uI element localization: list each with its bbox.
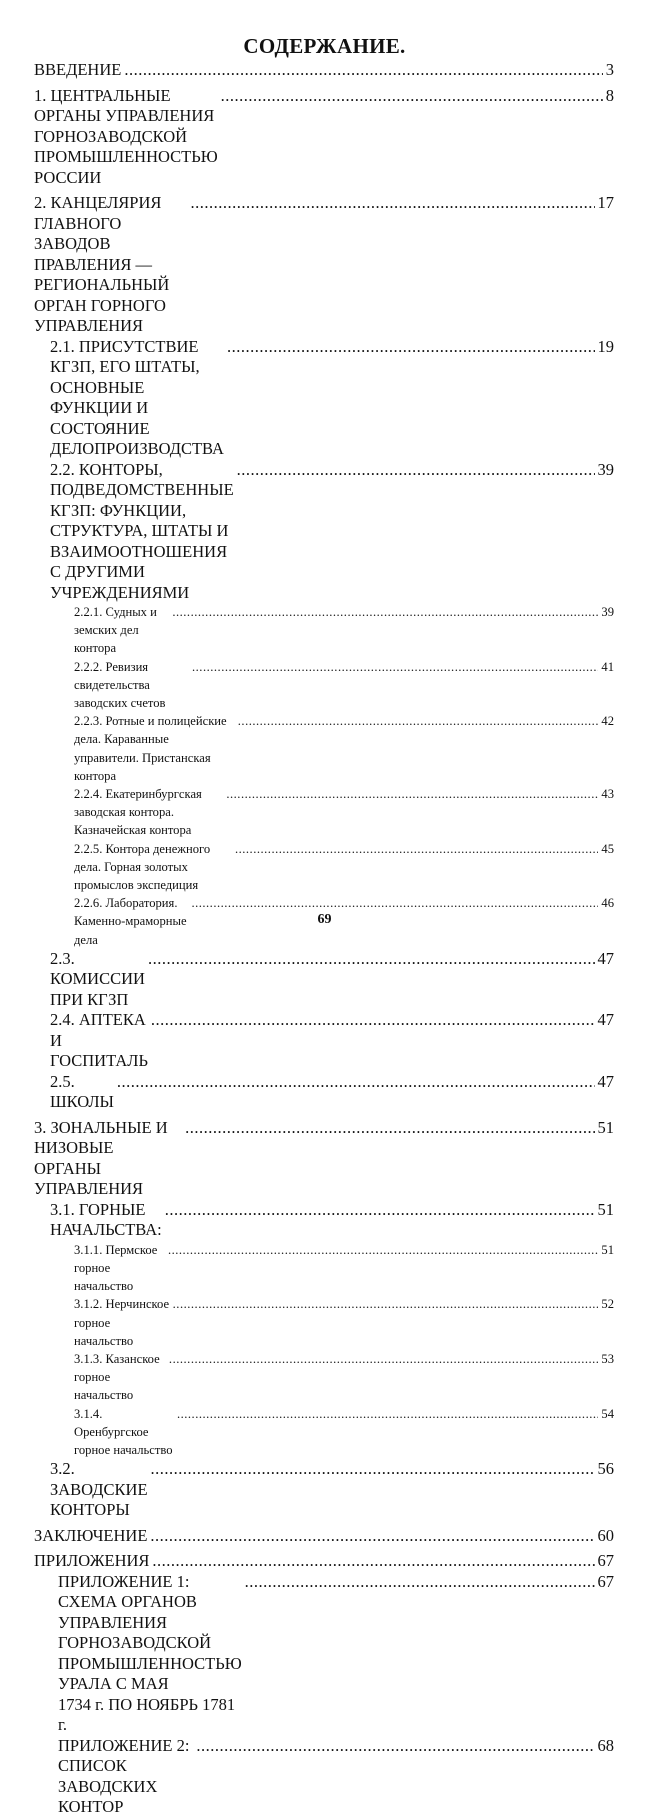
toc-entry-page: 51	[601, 1242, 614, 1257]
toc-entry-text: 2.2.1. Судных и земских дел контора	[74, 605, 157, 656]
toc-entry-3-1-2[interactable]	[34, 1295, 614, 1350]
toc-entry-text: 3.1.4. Оренбургское горное начальство	[74, 1406, 173, 1458]
leader-dots	[235, 840, 598, 858]
toc-entry-2-2-5[interactable]	[34, 840, 614, 895]
toc-entry-text: ПРИЛОЖЕНИЯ	[34, 1551, 150, 1571]
toc-title: СОДЕРЖАНИЕ.	[243, 34, 406, 58]
toc-entry-text: ВВЕДЕНИЕ	[34, 60, 122, 79]
toc-entry-conclusion[interactable]	[34, 1526, 614, 1547]
toc-entry-2-2-1[interactable]	[34, 603, 614, 658]
toc-entry-page: 60	[597, 1525, 614, 1545]
leader-dots	[150, 1526, 594, 1547]
toc-entry-2-5[interactable]	[34, 1072, 614, 1113]
toc-entry-2-2-2[interactable]	[34, 658, 614, 713]
toc-entry-3-1-3[interactable]	[34, 1350, 614, 1405]
toc-entry-text: 2.2.4. Екатеринбургская заводская контора. Казначейская контора	[74, 787, 202, 838]
toc-entry-text: ПРИЛОЖЕНИЕ 2: СПИСОК ЗАВОДСКИХ КОНТОР	[58, 1735, 190, 1817]
toc-entry-2-1[interactable]	[34, 337, 614, 460]
leader-dots	[177, 1405, 598, 1423]
toc-entry-text: 2.5. ШКОЛЫ	[50, 1071, 114, 1112]
toc-entry-page: 47	[597, 1071, 614, 1091]
toc-entry-page: 42	[601, 714, 614, 729]
toc-entry-3-2[interactable]	[34, 1459, 614, 1521]
toc-entry-page: 8	[605, 85, 614, 105]
toc-entry-page: 68	[597, 1735, 614, 1755]
toc-entry-page: 3	[605, 60, 614, 79]
leader-dots	[173, 1295, 599, 1313]
toc-entry-page: 43	[601, 787, 614, 802]
leader-dots	[151, 1459, 595, 1480]
toc-entry-page: 47	[597, 1010, 614, 1030]
leader-dots	[185, 1118, 594, 1139]
toc-entry-3-1-1[interactable]	[34, 1241, 614, 1296]
toc-entry-page: 19	[597, 336, 614, 356]
leader-dots	[172, 603, 598, 621]
toc-entry-text: 2.2.2. Ревизия свидетельства заводских счетов	[74, 659, 166, 711]
toc-entry-page: 53	[601, 1352, 614, 1367]
toc-entry-page: 17	[597, 193, 614, 212]
leader-dots	[221, 86, 603, 107]
leader-dots	[124, 60, 602, 81]
leader-dots	[238, 712, 599, 730]
toc-entry-2-2-3[interactable]	[34, 712, 614, 785]
toc-entry-text: 2.2.6. Лаборатория. Каменно-мраморные дела	[74, 896, 187, 947]
toc-entry-2-2-4[interactable]	[34, 785, 614, 840]
leader-dots	[165, 1200, 595, 1221]
toc-entry-text: ПРИЛОЖЕНИЕ 1: СХЕМА ОРГАНОВ УПРАВЛЕНИЯ ГОРНОЗАВОДСКОЙ ПРОМЫШЛЕННОСТЬЮ УРАЛА С МАЯ 1734 г. ПО НОЯБРЬ 1781 г.	[58, 1571, 242, 1735]
leader-dots	[191, 894, 598, 912]
leader-dots	[168, 1241, 598, 1259]
table-of-contents	[34, 60, 614, 1818]
toc-entry-appendix-2[interactable]	[34, 1736, 614, 1818]
toc-entry-page: 51	[597, 1117, 614, 1137]
toc-entry-text: 2. КАНЦЕЛЯРИЯ ГЛАВНОГО ЗАВОДОВ ПРАВЛЕНИЯ — РЕГИОНАЛЬНЫЙ ОРГАН ГОРНОГО УПРАВЛЕНИЯ	[34, 193, 170, 335]
toc-entry-3-1[interactable]	[34, 1200, 614, 1241]
toc-entry-text: 3. ЗОНАЛЬНЫЕ И НИЗОВЫЕ ОРГАНЫ УПРАВЛЕНИЯ	[34, 1117, 168, 1199]
leader-dots	[245, 1572, 595, 1593]
leader-dots	[169, 1350, 598, 1368]
toc-entry-page: 54	[601, 1406, 614, 1421]
leader-dots	[227, 337, 595, 358]
toc-entry-text: 3.1.3. Казанское горное начальство	[74, 1352, 160, 1403]
toc-entry-2-4[interactable]	[34, 1010, 614, 1072]
leader-dots	[237, 460, 595, 481]
toc-entry-text: 2.4. АПТЕКА И ГОСПИТАЛЬ	[50, 1010, 148, 1071]
toc-entry-chapter-1[interactable]	[34, 86, 614, 189]
toc-entry-page: 39	[601, 605, 614, 619]
toc-entry-text: 2.2.3. Ротные и полицейские дела. Караванные управители. Пристанская контора	[74, 714, 227, 783]
leader-dots	[190, 193, 594, 214]
leader-dots	[192, 658, 598, 676]
toc-entry-page: 56	[597, 1459, 614, 1479]
toc-entry-text: 3.1.2. Нерчинское горное начальство	[74, 1297, 170, 1348]
toc-entry-text: 1. ЦЕНТРАЛЬНЫЕ ОРГАНЫ УПРАВЛЕНИЯ ГОРНОЗАВОДСКОЙ ПРОМЫШЛЕННОСТЬЮ РОССИИ	[34, 85, 218, 187]
toc-entry-text: 3.2. ЗАВОДСКИЕ КОНТОРЫ	[50, 1459, 148, 1520]
leader-dots	[196, 1736, 594, 1757]
toc-entry-appendices[interactable]	[34, 1551, 614, 1572]
toc-entry-appendix-1[interactable]	[34, 1572, 614, 1736]
toc-entry-text: ЗАКЛЮЧЕНИЕ	[34, 1525, 148, 1545]
leader-dots	[117, 1072, 595, 1093]
toc-entry-page: 52	[601, 1297, 614, 1312]
toc-entry-introduction[interactable]	[34, 60, 614, 81]
leader-dots	[226, 785, 598, 803]
toc-entry-page: 39	[597, 459, 614, 479]
toc-entry-page: 46	[601, 896, 614, 911]
leader-dots	[148, 949, 595, 970]
toc-entry-text: 2.2.5. Контора денежного дела. Горная золотых промыслов экспедиция	[74, 841, 211, 893]
toc-entry-text: 3.1. ГОРНЫЕ НАЧАЛЬСТВА:	[50, 1199, 162, 1240]
toc-entry-2-2[interactable]	[34, 460, 614, 604]
toc-entry-text: 2.1. ПРИСУТСТВИЕ КГЗП, ЕГО ШТАТЫ, ОСНОВНЫЕ ФУНКЦИИ И СОСТОЯНИЕ ДЕЛОПРОИЗВОДСТВА	[50, 336, 224, 458]
toc-entry-page: 67	[597, 1551, 614, 1571]
toc-entry-text: 3.1.1. Пермское горное начальство	[74, 1242, 158, 1294]
toc-entry-page: 41	[601, 659, 614, 674]
toc-entry-2-3[interactable]	[34, 949, 614, 1011]
toc-entry-page: 67	[597, 1571, 614, 1591]
toc-entry-3-1-4[interactable]	[34, 1405, 614, 1460]
leader-dots	[152, 1551, 594, 1572]
toc-entry-page: 51	[597, 1199, 614, 1219]
leader-dots	[151, 1010, 595, 1031]
page-number: 69	[317, 912, 332, 927]
toc-entry-page: 45	[601, 841, 614, 856]
toc-entry-page: 47	[597, 948, 614, 968]
toc-entry-chapter-3[interactable]	[34, 1118, 614, 1200]
toc-entry-chapter-2[interactable]	[34, 193, 614, 337]
toc-entry-text: 2.2. КОНТОРЫ, ПОДВЕДОМСТВЕННЫЕ КГЗП: ФУНКЦИИ, СТРУКТУРА, ШТАТЫ И ВЗАИМООТНОШЕНИЯ С ДРУГИМИ УЧРЕЖДЕНИЯМИ	[50, 459, 234, 602]
toc-entry-text: 2.3. КОМИССИИ ПРИ КГЗП	[50, 948, 145, 1009]
